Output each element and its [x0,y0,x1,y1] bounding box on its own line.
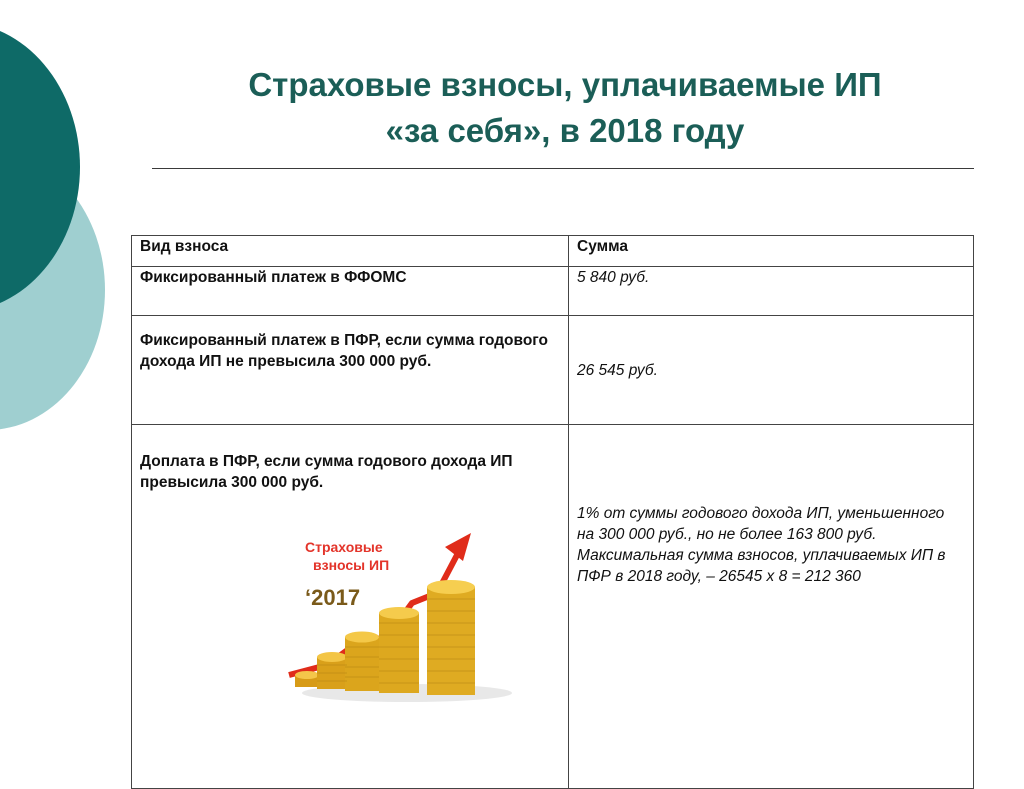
slide-title-line-1: Страховые взносы, уплачиваемые ИП [248,66,882,103]
coin-stack-4 [379,607,419,693]
illustration-label-line-2: взносы ИП [313,557,390,573]
illustration-label-line-1: Страховые [305,539,383,555]
illustration-year: ‘2017 [305,585,361,610]
table-row [132,425,974,789]
row-amount: 5 840 руб. [569,267,974,316]
row-amount [569,425,974,789]
contributions-table [131,235,974,789]
coin-stacks-growth-icon [287,525,517,705]
coin-stack-1 [295,671,319,687]
row-contribution-type: Фиксированный платеж в ПФР, если сумма годового дохода ИП не превысила 300 000 руб. [132,316,569,425]
table-header-row [132,236,974,267]
header-contribution-type: Вид взноса [132,236,569,267]
coin-stack-5 [427,580,475,695]
amount-note-2: Максимальная сумма взносов, уплачиваемых ИП в ПФР в 2018 году, – 26545 х 8 = 212 360 [577,547,946,585]
growth-arrow-head [445,533,471,561]
row-contribution-type: Фиксированный платеж в ФФОМС [132,267,569,316]
row-contribution-type [132,425,569,789]
slide-title [150,62,980,154]
coin-stack-3 [345,632,379,692]
coin-stack-2 [317,652,347,689]
header-amount: Сумма [569,236,974,267]
row-amount: 26 545 руб. [569,316,974,425]
slide-title-line-2: «за себя», в 2018 году [385,112,745,149]
table-row [132,316,974,425]
amount-note-1: 1% от суммы годового дохода ИП, уменьшенного на 300 000 руб., но не более 163 800 руб. [577,505,945,543]
title-divider [152,168,974,169]
row-contribution-type-text: Доплата в ПФР, если сумма годового дохода ИП превысила 300 000 руб. [140,453,513,491]
table-row [132,267,974,316]
